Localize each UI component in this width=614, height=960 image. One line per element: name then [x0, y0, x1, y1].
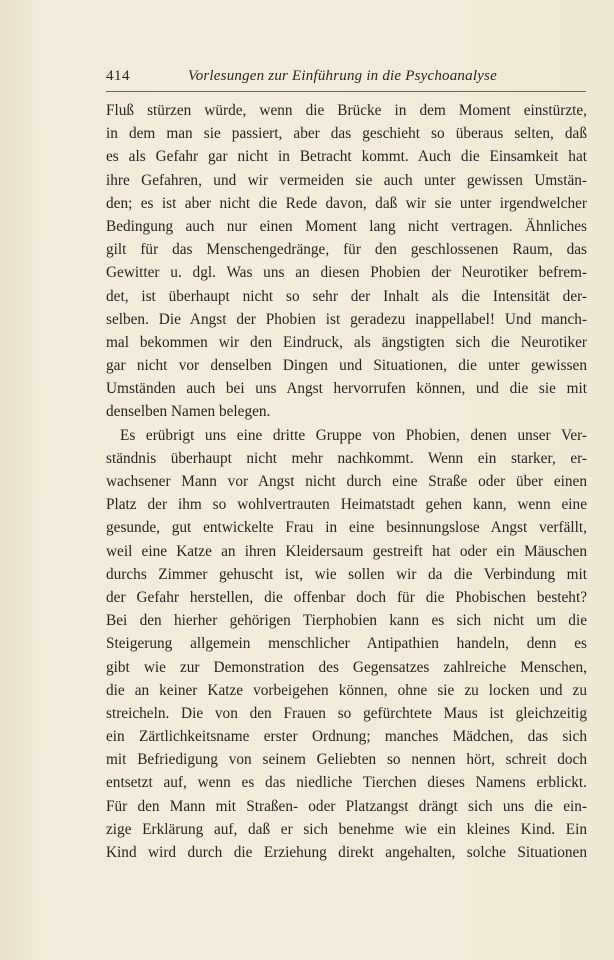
text-line: Kind wird durch die Erziehung direkt angehalten, solche Situationen	[106, 844, 587, 861]
text-line: Fluß stürzen würde, wenn die Brücke in dem Moment einstürzte,	[106, 102, 587, 119]
text-line: es als Gefahr gar nicht in Betracht kommt. Auch die Einsamkeit hat	[106, 148, 587, 166]
text-line: streicheln. Die von den Frauen so gefürchtete Maus ist gleichzeitig	[106, 704, 587, 722]
page-header	[106, 68, 586, 92]
text-line: ständnis überhaupt nicht mehr nachkommt. Wenn ein starker, er-	[106, 449, 587, 467]
text-line: Bei den hierher gehörigen Tierphobien kann es sich nicht um die	[106, 612, 587, 630]
text-line: mit Befriedigung von seinem Geliebten so nennen hört, schreit doch	[106, 751, 587, 769]
text-line: zige Erklärung auf, daß er sich benehme wie ein kleines Kind. Ein	[106, 820, 587, 838]
text-line: ein Zärtlichkeitsname erster Ordnung; manches Mädchen, das sich	[106, 728, 587, 746]
text-line: mal bekommen wir den Eindruck, als ängstigten sich die Neurotiker	[106, 333, 587, 351]
text-line: gilt für das Menschengedränge, für den geschlossenen Raum, das	[106, 241, 587, 259]
text-line: in dem man sie passiert, aber das geschieht so überaus selten, daß	[106, 125, 587, 143]
text-line: wachsener Mann vor Angst nicht durch eine Straße oder über einen	[106, 473, 587, 490]
text-line: Es erübrigt uns eine dritte Gruppe von Phobien, denen unser Ver-	[120, 426, 587, 444]
text-line: ihre Gefahren, und wir vermeiden sie auch unter gewissen Umstän-	[106, 171, 587, 189]
text-line: entsetzt auf, wenn es das niedliche Tierchen dieses Namens erblickt.	[106, 774, 587, 792]
text-line: gibt wie zur Demonstration des Gegensatzes zahlreiche Menschen,	[106, 658, 587, 676]
text-line: denselben Namen belegen.	[106, 403, 271, 421]
text-line: Umständen auch bei uns Angst hervorrufen können, und die sie mit	[106, 380, 587, 398]
text-line: Für den Mann mit Straßen- oder Platzangst drängt sich uns die ein-	[106, 797, 587, 815]
text-line: durchs Zimmer gehuscht ist, wie sollen wir da die Verbindung mit	[106, 565, 587, 583]
text-line: det, ist überhaupt nicht so sehr der Inhalt als die Intensität der-	[106, 287, 587, 305]
text-line: den; es ist aber nicht die Rede davon, daß wir sie unter irgendwelcher	[106, 194, 587, 212]
text-line: die an keiner Katze vorbeigehen können, ohne sie zu locken und zu	[106, 681, 587, 699]
text-line: Gewitter u. dgl. Was uns an diesen Phobien der Neurotiker befrem-	[106, 264, 587, 282]
text-line: weil eine Katze an ihren Kleidersaum gestreift hat oder ein Mäuschen	[106, 542, 587, 560]
header-rule	[106, 91, 586, 92]
text-line: gar nicht vor denselben Dingen und Situationen, die unter gewissen	[106, 357, 587, 375]
running-title: Vorlesungen zur Einführung in die Psychoanalyse	[188, 68, 497, 84]
text-line: gesunde, gut entwickelte Frau in eine besinnungslose Angst verfällt,	[106, 519, 587, 537]
text-line: Platz der ihm so wohlvertrauten Heimatstadt gehen kann, wenn eine	[106, 496, 587, 514]
text-line: Bedingung auch nur einen Moment lang nicht vertragen. Ähnliches	[106, 217, 587, 235]
body-text	[106, 99, 587, 864]
page-number: 414	[106, 68, 130, 84]
text-line: selben. Die Angst der Phobien ist geradezu inappellabel! Und manch-	[106, 310, 587, 328]
text-line: Steigerung allgemein menschlicher Antipathien handeln, denn es	[106, 635, 587, 653]
text-line: der Gefahr herstellen, die offenbar doch für die Phobischen besteht?	[106, 588, 587, 606]
